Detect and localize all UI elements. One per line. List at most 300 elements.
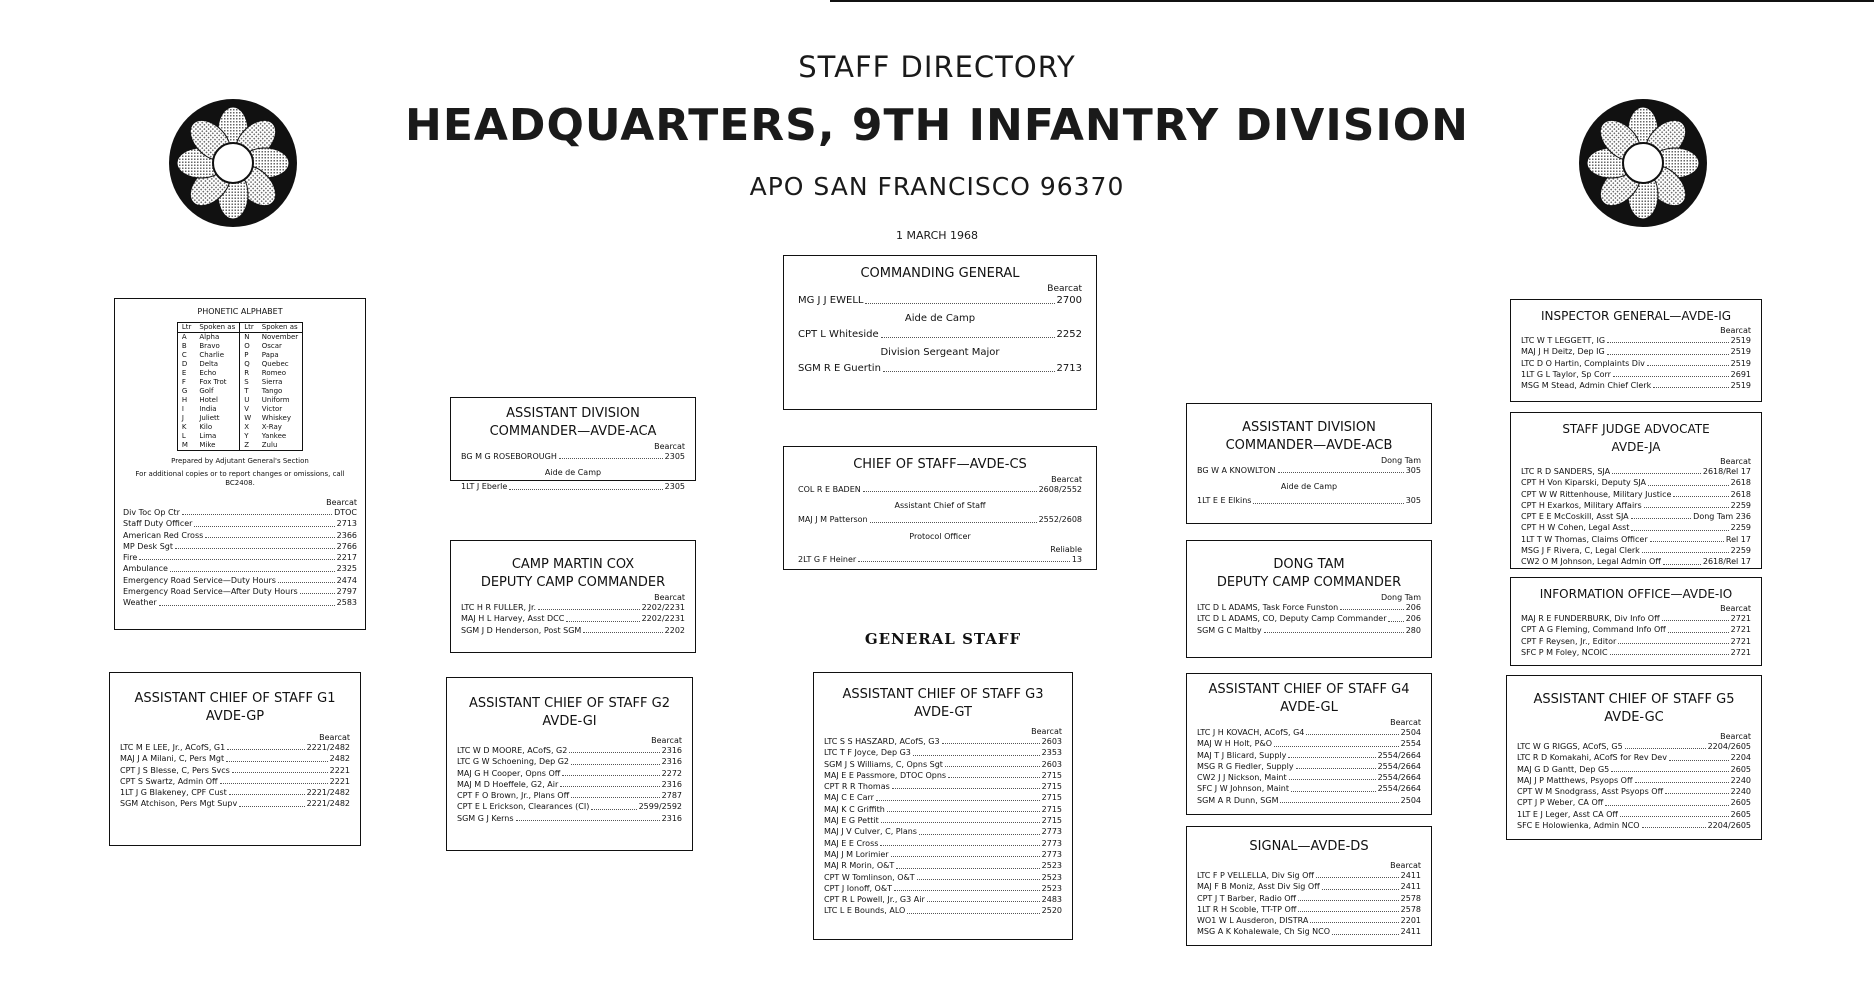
leader-dots: [880, 838, 1039, 846]
leader-dots: [569, 745, 659, 753]
person-name: MAJ J M Lorimier: [824, 849, 889, 859]
phonetic-table: [177, 322, 303, 451]
box-title: AVDE-GC: [1604, 710, 1664, 725]
list-item: [1521, 511, 1751, 522]
box-title: DEPUTY CAMP COMMANDER: [1216, 575, 1402, 590]
list-item: [824, 747, 1062, 758]
exchange-label: Bearcat: [326, 498, 357, 507]
list-item: [120, 765, 350, 776]
person-name: SGM J S Williams, C, Opns Sgt: [824, 759, 943, 769]
exchange-label: Bearcat: [1390, 718, 1421, 727]
person-name: SFC E Holowienka, Admin NCO: [1517, 821, 1640, 831]
list-item: [120, 742, 350, 753]
phone-number: 2691: [1730, 369, 1751, 379]
list-item: [824, 860, 1062, 871]
table-cell: Bravo: [199, 342, 220, 350]
person-name: CPT H W Cohen, Legal Asst: [1521, 523, 1630, 533]
leader-dots: [227, 742, 304, 750]
leader-dots: [1610, 647, 1729, 655]
leader-dots: [1296, 761, 1376, 769]
leader-dots: [1605, 797, 1728, 805]
leader-dots: [887, 804, 1040, 812]
list-item: [1521, 466, 1751, 477]
roster: [1521, 613, 1751, 658]
list-item: BG W A KNOWLTON 305: [1197, 466, 1421, 475]
phone-number: 2773: [1041, 849, 1062, 859]
person-name: MAJ G D Gantt, Dep G5: [1517, 764, 1610, 774]
box-title: AVDE-GI: [542, 714, 597, 729]
phone-number: 2554/2664: [1377, 750, 1421, 760]
list-item: [1197, 893, 1421, 904]
leader-dots: [1340, 602, 1404, 610]
leader-dots: [175, 541, 335, 549]
phone-number: 2325: [336, 564, 357, 574]
person-name: 1LT T W Thomas, Claims Officer: [1521, 534, 1648, 544]
leader-dots: [1280, 795, 1398, 803]
leader-dots: [170, 563, 335, 571]
phone-number: 2202: [664, 625, 685, 635]
list-item: [123, 575, 357, 586]
list-item: [1521, 636, 1751, 647]
table-cell: Whiskey: [261, 414, 291, 422]
service-name: Div Toc Op Ctr: [123, 508, 180, 517]
table-cell: A: [181, 333, 187, 341]
phone-number: 2240: [1730, 775, 1751, 785]
box-title: AVDE-GT: [914, 705, 972, 720]
person-name: LTC R D Komakahi, ACofS for Rev Dev: [1517, 753, 1667, 763]
person-name: MAJ J A Milani, C, Pers Mgt: [120, 754, 225, 764]
phone-number: 2504: [1400, 795, 1421, 805]
table-row: [177, 378, 302, 387]
person-name: MSG M Stead, Admin Chief Clerk: [1521, 381, 1652, 391]
person-name: MAJ M D Hoeffele, G2, Air: [457, 779, 559, 789]
list-item: [824, 781, 1062, 792]
table-row: [177, 441, 302, 451]
table-cell: Romeo: [261, 369, 287, 377]
roster: [1517, 741, 1751, 831]
leader-dots: [1607, 335, 1729, 343]
list-item: [123, 563, 357, 574]
table-cell: Yankee: [261, 432, 287, 440]
box-title: INSPECTOR GENERAL—AVDE-IG: [1540, 309, 1732, 323]
table-cell: Fox Trot: [199, 378, 227, 386]
apo-address: APO SAN FRANCISCO 96370: [749, 172, 1125, 201]
table-cell: V: [240, 405, 258, 414]
table-cell: November: [261, 333, 299, 341]
person-name: MAJ R E FUNDERBURK, Div Info Off: [1521, 614, 1660, 623]
leader-dots: [1332, 926, 1399, 934]
leader-dots: [913, 747, 1040, 755]
phone-number: 2221: [329, 765, 350, 775]
leader-dots: [1650, 534, 1724, 542]
list-item: [1517, 764, 1751, 775]
phone-number: 2353: [1041, 748, 1062, 758]
phone-number: 2605: [1730, 798, 1751, 808]
service-name: American Red Cross: [123, 530, 204, 540]
table-cell: Z: [240, 441, 258, 451]
person-name: LTC D L ADAMS, CO, Deputy Camp Commander: [1197, 614, 1387, 624]
chief-of-staff-box: [783, 446, 1097, 570]
phone-number: 2618/Rel 17: [1702, 557, 1751, 567]
person-name: LTC W D MOORE, ACofS, G2: [457, 746, 568, 755]
section-label: Protocol Officer: [909, 531, 971, 541]
list-item: [120, 776, 350, 787]
person-name: CPT E E McCoskill, Asst SJA: [1521, 512, 1629, 522]
leader-dots: [1648, 477, 1729, 485]
person-name: LTC W T LEGGETT, IG: [1521, 336, 1606, 345]
exchange-label: Bearcat: [1047, 284, 1082, 294]
phone-number: 2221/2482: [306, 799, 350, 809]
phone-number: 206: [1405, 603, 1421, 612]
table-row: [177, 414, 302, 423]
phone-number: 2715: [1041, 816, 1062, 826]
phone-number: 2766: [336, 541, 357, 551]
leader-dots: [876, 792, 1040, 800]
table-cell: D: [181, 360, 188, 368]
person-name: CPT W W Rittenhouse, Military Justice: [1521, 489, 1672, 499]
table-cell: O: [240, 342, 258, 351]
phone-number: 2204/2605: [1707, 742, 1751, 751]
service-name: Weather: [123, 598, 157, 608]
phone-number: 280: [1405, 625, 1421, 635]
exchange-label: Bearcat: [1031, 727, 1062, 736]
list-item: [1197, 926, 1421, 937]
person-name: LTC L E Bounds, ALO: [824, 906, 906, 916]
camp-martin-cox-box: [450, 540, 696, 653]
list-item: [1517, 820, 1751, 831]
general-staff-heading: GENERAL STAFF: [864, 630, 1022, 648]
section-label: Assistant Chief of Staff: [894, 501, 986, 511]
list-item: [1521, 545, 1751, 556]
signal-box: [1186, 826, 1432, 946]
exchange-label: Bearcat: [1720, 326, 1751, 335]
list-item: [457, 745, 682, 756]
list-item: [461, 613, 685, 624]
leader-dots: [1644, 500, 1729, 508]
list-item: [824, 792, 1062, 803]
leader-dots: [516, 813, 660, 821]
table-cell: Delta: [199, 360, 219, 368]
g5-box: [1506, 675, 1762, 840]
phone-number: 2773: [1041, 838, 1062, 848]
phone-number: DTOC: [334, 508, 357, 517]
list-item: [123, 552, 357, 563]
list-item: [1197, 783, 1421, 794]
table-cell: Echo: [199, 369, 217, 377]
list-item: [120, 753, 350, 764]
person-name: CPT W Tomlinson, O&T: [824, 872, 915, 882]
roster: [1197, 870, 1421, 938]
leader-dots: [1306, 727, 1398, 735]
table-cell: Charlie: [199, 351, 225, 359]
table-cell: Uniform: [261, 396, 290, 404]
table-cell: Mike: [199, 441, 216, 449]
table-cell: H: [181, 396, 188, 404]
leader-dots: [1662, 613, 1729, 621]
person-name: MAJ T J Blicard, Supply: [1197, 750, 1287, 760]
list-item: COL R E BADEN 2608/2552: [798, 485, 1082, 494]
list-item: [1197, 904, 1421, 915]
phone-number: 2523: [1041, 883, 1062, 893]
phone-number: 2618: [1730, 489, 1751, 499]
phone-number: 2523: [1041, 861, 1062, 871]
person-name: MAJ E E Cross: [824, 838, 879, 848]
leader-dots: [232, 765, 328, 773]
phone-number: 206: [1405, 614, 1421, 624]
roster: [1197, 602, 1421, 636]
leader-dots: [300, 586, 335, 594]
phone-number: Rel 17: [1725, 534, 1751, 544]
inspector-general-box: [1510, 299, 1762, 402]
adc-aca-box: [450, 397, 696, 492]
leader-dots: [591, 801, 636, 809]
table-row: [177, 351, 302, 360]
service-name: Ambulance: [123, 564, 168, 574]
exchange-label: Bearcat: [1720, 604, 1751, 613]
person-name: MSG J F Rivera, C, Legal Clerk: [1521, 546, 1640, 556]
table-cell: F: [181, 378, 186, 386]
leader-dots: [1635, 775, 1729, 783]
section-label: Aide de Camp: [544, 468, 602, 478]
table-cell: S: [240, 378, 258, 387]
person-name: MAJ C E Carr: [824, 793, 874, 803]
list-item: [824, 759, 1062, 770]
col-header: Spoken as: [195, 323, 239, 333]
list-item: [1521, 358, 1751, 369]
phone-number: 2221/2482: [306, 743, 350, 752]
phone-number: 2787: [661, 791, 682, 801]
list-item: [1521, 624, 1751, 635]
leader-dots: [896, 860, 1039, 868]
table-cell: L: [181, 432, 186, 440]
phone-number: 2520: [1041, 906, 1062, 916]
table-cell: X: [240, 423, 258, 432]
box-title: ASSISTANT DIVISION: [1242, 420, 1376, 435]
table-cell: E: [181, 369, 187, 377]
list-item: 1LT E E Elkins 305: [1197, 496, 1421, 506]
phone-number: 2715: [1041, 782, 1062, 792]
leader-dots: [571, 790, 660, 798]
person-name: CPT R R Thomas: [824, 782, 890, 792]
table-cell: Alpha: [199, 333, 220, 341]
list-item: [461, 625, 685, 636]
list-item: [824, 826, 1062, 837]
roster: [120, 742, 350, 810]
phone-number: 2715: [1041, 770, 1062, 780]
person-name: CPT H Exarkos, Military Affairs: [1521, 500, 1642, 510]
exchange-label: Bearcat: [1051, 475, 1082, 484]
list-item: [1521, 556, 1751, 567]
leader-dots: [220, 776, 328, 784]
box-title: DONG TAM: [1273, 557, 1345, 572]
leader-dots: [927, 894, 1040, 902]
table-cell: Lima: [199, 432, 217, 440]
list-item: [457, 801, 682, 812]
person-name: 1LT E J Leger, Asst CA Off: [1517, 809, 1618, 819]
person-name: SGM A R Dunn, SGM: [1197, 795, 1279, 805]
list-item: [1197, 870, 1421, 881]
box-title: CAMP MARTIN COX: [511, 557, 635, 572]
list-item: [457, 790, 682, 801]
phone-number: 2411: [1400, 927, 1421, 937]
person-name: SGM G C Maltby: [1197, 625, 1262, 635]
leader-dots: [566, 613, 639, 621]
service-name: Emergency Road Service—After Duty Hours: [123, 587, 298, 597]
leader-dots: [1316, 870, 1399, 878]
list-item: [1517, 741, 1751, 752]
leader-dots: [1612, 466, 1701, 474]
person-name: CPT J P Weber, CA Off: [1517, 798, 1604, 808]
phone-number: 2316: [661, 779, 682, 789]
list-item: CPT L Whiteside 2252: [798, 329, 1082, 340]
phone-number: 2721: [1730, 647, 1751, 657]
table-row: [177, 360, 302, 369]
col-header: Spoken as: [258, 323, 303, 333]
phone-number: 2221: [329, 776, 350, 786]
leader-dots: [948, 770, 1040, 778]
phone-number: 2605: [1730, 809, 1751, 819]
box-title: STAFF JUDGE ADVOCATE: [1562, 422, 1710, 436]
list-item: [123, 507, 357, 518]
leader-dots: [1298, 893, 1399, 901]
table-cell: Sierra: [261, 378, 283, 386]
person-name: CPT H Von Kiparski, Deputy SJA: [1521, 478, 1647, 488]
leader-dots: [1642, 545, 1729, 553]
table-row: [177, 342, 302, 351]
leader-dots: [1291, 783, 1376, 791]
leader-dots: [1631, 511, 1692, 519]
list-item: [120, 787, 350, 798]
phone-number: 2411: [1400, 882, 1421, 892]
table-cell: Oscar: [261, 342, 282, 350]
list-item: [457, 756, 682, 767]
list-item: [1197, 761, 1421, 772]
top-rule: [830, 0, 1874, 2]
list-item: [1197, 602, 1421, 613]
service-name: Emergency Road Service—Duty Hours: [123, 575, 276, 585]
table-cell: N: [240, 333, 258, 343]
phone-number: 2554/2664: [1377, 761, 1421, 771]
phone-number: 2202/2231: [641, 614, 685, 624]
leader-dots: [1631, 522, 1728, 530]
phone-number: 2519: [1730, 347, 1751, 357]
person-name: SFC P M Foley, NCOIC: [1521, 647, 1608, 657]
table-cell: U: [240, 396, 258, 405]
directory-date: 1 MARCH 1968: [895, 229, 979, 242]
roster: [1197, 727, 1421, 806]
leader-dots: [881, 815, 1040, 823]
list-item: [1197, 915, 1421, 926]
table-cell: P: [240, 351, 258, 360]
leader-dots: [942, 736, 1040, 744]
box-title: ASSISTANT CHIEF OF STAFF G3: [842, 687, 1044, 702]
person-name: MAJ W H Holt, P&O: [1197, 739, 1273, 749]
person-name: LTC T F Joyce, Dep G3: [824, 748, 911, 758]
leader-dots: [891, 849, 1040, 857]
person-name: LTC M E LEE, Jr., ACofS, G1: [120, 743, 226, 752]
list-item: [1517, 809, 1751, 820]
phonetic-title: PHONETIC ALPHABET: [197, 307, 283, 316]
phone-number: 2240: [1730, 787, 1751, 797]
list-item: [123, 518, 357, 529]
leader-dots: [1274, 738, 1399, 746]
phone-number: 2316: [661, 757, 682, 767]
list-item: [824, 905, 1062, 916]
section-label: Aide de Camp: [1280, 482, 1338, 492]
section-label: Division Sergeant Major: [880, 347, 1000, 358]
phone-number: 2259: [1730, 500, 1751, 510]
leader-dots: [1607, 346, 1729, 354]
table-row: [177, 405, 302, 414]
phone-number: 2578: [1400, 904, 1421, 914]
person-name: MAJ R Morin, O&T: [824, 861, 895, 871]
table-cell: India: [199, 405, 217, 413]
phone-number: 2578: [1400, 893, 1421, 903]
phone-number: 2618/Rel 17: [1702, 467, 1751, 476]
table-cell: Q: [240, 360, 258, 369]
person-name: MAJ F B Moniz, Asst Div Sig Off: [1197, 882, 1320, 892]
list-item: [1521, 335, 1751, 346]
phone-number: 2519: [1730, 381, 1751, 391]
g2-box: [446, 677, 693, 851]
list-item: [1197, 738, 1421, 749]
person-name: LTC H R FULLER, Jr.: [461, 603, 537, 612]
person-name: CPT F Reysen, Jr., Editor: [1521, 636, 1617, 646]
exchange-label: Reliable: [1050, 544, 1082, 554]
box-title: AVDE-GP: [205, 709, 265, 724]
exchange-label: Dong Tam: [1380, 456, 1421, 465]
phone-number: 2202/2231: [641, 603, 685, 612]
phone-number: 2483: [1041, 895, 1062, 905]
list-item: [824, 838, 1062, 849]
table-cell: Tango: [261, 387, 283, 395]
prepared-by: Prepared by Adjutant General's Section: [171, 457, 309, 465]
phone-number: 2366: [336, 530, 357, 540]
phone-number: 2259: [1730, 546, 1751, 556]
phone-number: 2713: [336, 519, 357, 529]
list-item: [1197, 881, 1421, 892]
phone-number: 2554: [1400, 739, 1421, 749]
list-item: [1197, 613, 1421, 624]
information-office-box: [1510, 577, 1762, 666]
table-cell: J: [181, 414, 184, 422]
leader-dots: [1625, 741, 1706, 749]
phone-number: 2217: [336, 553, 357, 563]
leader-dots: [1611, 764, 1728, 772]
person-name: MAJ E E Passmore, DTOC Opns: [824, 770, 947, 780]
table-cell: Y: [240, 432, 258, 441]
list-item: [1521, 346, 1751, 357]
person-name: CPT W M Snodgrass, Asst Psyops Off: [1517, 787, 1664, 797]
person-name: CPT R L Powell, Jr., G3 Air: [824, 895, 925, 905]
list-item: [824, 883, 1062, 894]
box-title: SIGNAL—AVDE-DS: [1249, 839, 1369, 854]
list-item: SGM R E Guertin 2713: [798, 363, 1082, 374]
person-name: MAJ K C Griffith: [824, 804, 885, 814]
phone-number: 2316: [661, 813, 682, 823]
phone-number: 2221/2482: [306, 788, 350, 798]
leader-dots: [562, 768, 659, 776]
list-item: [1517, 797, 1751, 808]
person-name: CPT J T Barber, Radio Off: [1197, 893, 1297, 903]
table-cell: Zulu: [261, 441, 278, 449]
table-cell: M: [181, 441, 188, 449]
leader-dots: [892, 781, 1040, 789]
phone-number: 2603: [1041, 759, 1062, 769]
person-name: CW2 J J Nickson, Maint: [1197, 773, 1287, 783]
person-name: 1LT R H Scoble, TT-TP Off: [1197, 904, 1297, 914]
box-title: CHIEF OF STAFF—AVDE-CS: [853, 457, 1027, 472]
